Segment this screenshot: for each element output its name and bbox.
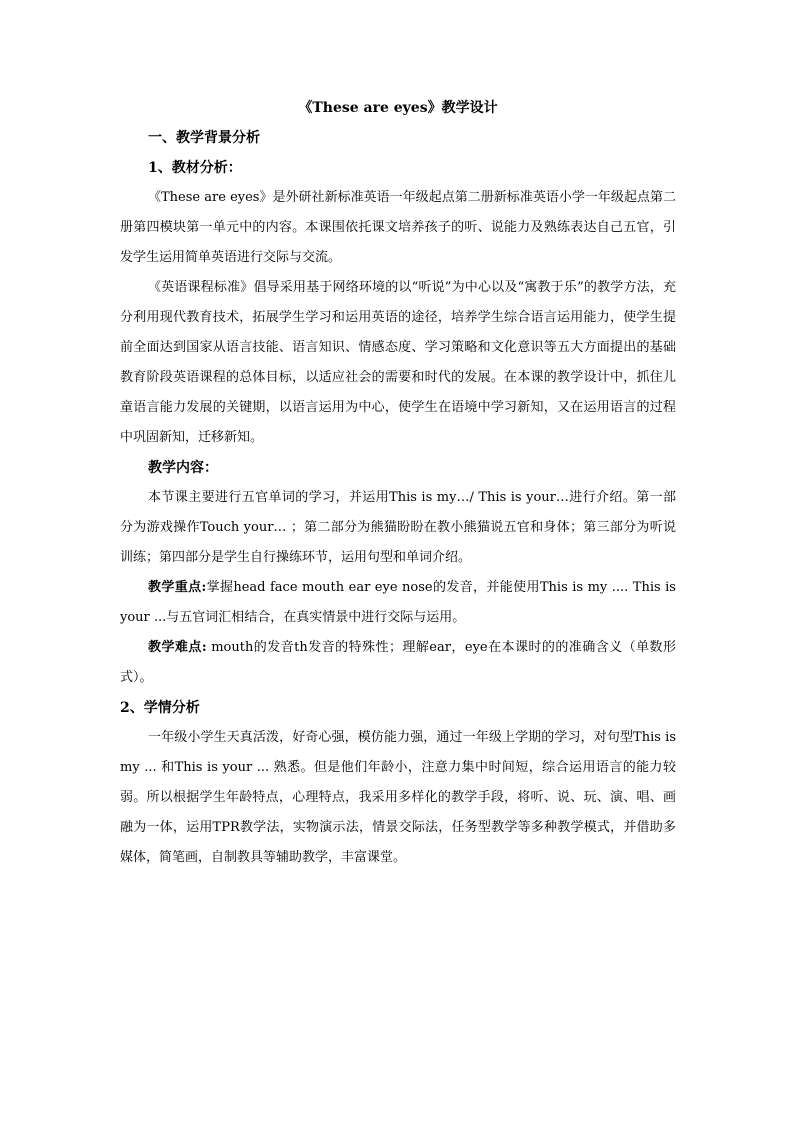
paragraph-key-points: [120, 573, 676, 633]
difficulties-text: mouth的发音th发音的特殊性；理解ear，eye在本课时的的准确含义（单数形式）。: [120, 640, 676, 685]
document-title: 《These are eyes》教学设计: [298, 100, 498, 116]
subsection-heading-textbook: 1、教材分析：: [148, 160, 242, 176]
key-points-label: 教学重点:: [148, 580, 207, 595]
difficulties-label: 教学难点:: [148, 640, 207, 655]
paragraph-teaching-content: 本节课主要进行五官单词的学习，并运用This is my…/ This is your…进行介绍。第一部分为游戏操作Touch your… ；第二部分为熊猫盼盼在教小熊猫说五官和身体；第三部分为听说训练；第四部分是学生自行操练环节，运用句型和单词介绍。: [120, 490, 676, 565]
subsection-heading-students: 2、学情分析: [120, 700, 200, 716]
paragraph-textbook-intro: 《These are eyes》是外研社新标准英语一年级起点第二册新标准英语小学一年级起点第二册第四模块第一单元中的内容。本课围依托课文培养孩子的听、说能力及熟练表达自己五官，引发学生运用简单英语进行交际与交流。: [120, 190, 676, 265]
paragraph-difficulties: [120, 633, 676, 693]
paragraph-curriculum-standard: 《英语课程标准》倡导采用基于网络环境的以“听说”为中心以及“寓教于乐”的教学方法，充分利用现代教育技术，拓展学生学习和运用英语的途径，培养学生综合语言运用能力，使学生提前全面达到国家从语言技能、语言知识、情感态度、学习策略和文化意识等五大方面提出的基础教育阶段英语课程的总体目标，以适应社会的需要和时代的发展。在本课的教学设计中，抓住儿童语言能力发展的关键期，以语言运用为中心，使学生在语境中学习新知，又在运用语言的过程中巩固新知，迁移新知。: [120, 280, 676, 445]
document-page: [120, 93, 676, 873]
subsection-heading-content: 教学内容：: [148, 460, 218, 476]
key-points-text: 掌握head face mouth ear eye nose的发音，并能使用This is my .... This is your ...与五官词汇相结合，在真实情景中进行交际与运用。: [120, 580, 676, 625]
paragraph-student-analysis: 一年级小学生天真活泼，好奇心强，模仿能力强，通过一年级上学期的学习，对句型This is my ... 和This is your ... 熟悉。但是他们年龄小，注意力集中时间短，综合运用语言的能力较弱。所以根据学生年龄特点，心理特点，我采用多样化的教学手段，将听、说、玩、演、唱、画融为一体，运用TPR教学法，实物演示法，情景交际法，任务型教学等多种教学模式，并借助多媒体，简笔画，自制教具等辅助教学，丰富课堂。: [120, 730, 676, 865]
section-heading-background: 一、教学背景分析: [148, 130, 260, 146]
